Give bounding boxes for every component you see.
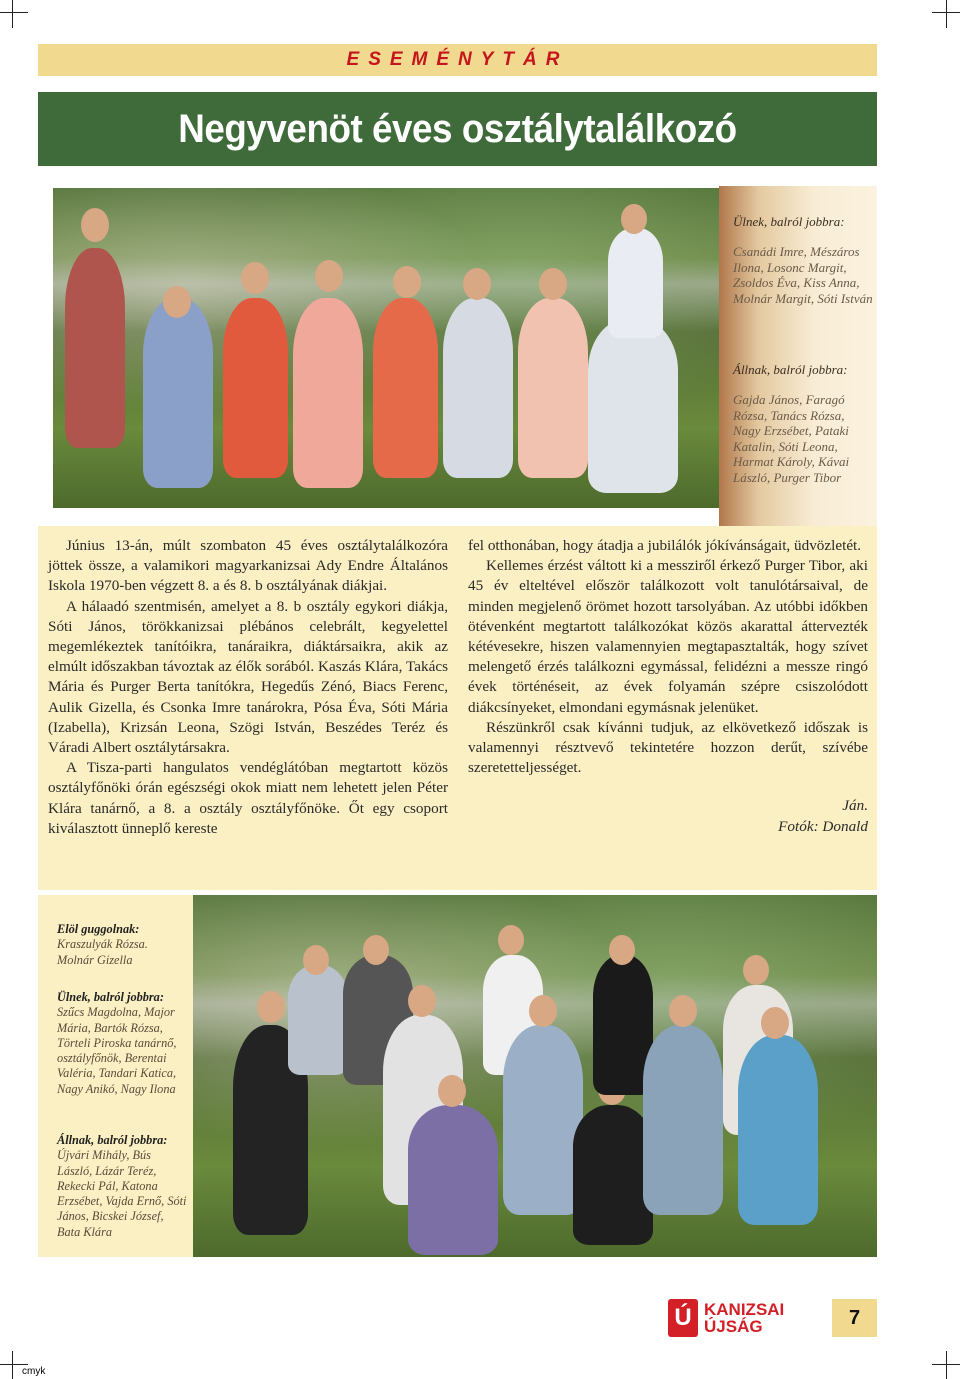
photo2-sitting-names: Szűcs Magdolna, Major Mária, Bartók Rózsa, Törteli Piroska tanárnő, osztályfőnök, Berentai Valéria, Tandari Katica, Nagy Anikó, Nagy Ilona [57,1005,177,1096]
article-column-2 [468,536,868,837]
crop-mark [12,1351,13,1379]
photo2-kneeling-heading: Elöl guggolnak: [57,922,140,936]
group-photo-1 [53,188,719,508]
newspaper-logo [668,1299,784,1337]
photo2-standing [57,1133,187,1240]
article-title: Negyvenöt éves osztálytalálkozó [178,106,737,151]
photo1-sitting-heading: Ülnek, balról jobbra: [733,214,845,229]
crop-mark [946,0,947,28]
article-paragraph: A Tisza-parti hangulatos vendéglátóban megtartott közös osztályfőnöki órán egészségi okok miatt nem lehetett jelen Péter Klára tanárnő, a 8. a osztály osztályfőnöke. Őt egy csoport kiválasztott ünneplő kereste [48,759,448,837]
crop-mark [0,1364,28,1365]
logo-line-2: ÚJSÁG [704,1317,763,1336]
article-column-1 [48,536,448,839]
logo-line-1: KANIZSAI [704,1300,785,1319]
photo2-kneeling-names: Kraszulyák Rózsa. Molnár Gizella [57,937,148,967]
article-signature: Ján. [842,797,868,815]
photo-credit: Fotók: Donald [778,817,868,835]
title-bar [38,92,877,166]
photo1-sitting-names: Csanádi Imre, Mészáros Ilona, Losonc Margit, Zsoldos Éva, Kiss Anna, Molnár Margit, Sóti István [733,244,873,306]
article-paragraph: A hálaadó szentmisén, amelyet a 8. b osztály egykori diákja, Sóti János, törökkanizsai plébános celebrált, kegyelettel megemlékeztek tanítóikra, tanáraikra, diáktársaikra, akik az elmúlt időszakban távoztak az élők sorából. Kaszás Klára, Takács Mária és Purger Berta tanítókra, Hegedűs Zénó, Biacs Ferenc, Aulik Gizella, és Csonka Imre tanárokra, Pósa Éva, Sóti Mária (Izabella), Krizsán Leona, Szögi István, Beszédes Teréz és Váradi Albert osztálytársakra. [48,597,448,757]
article-paragraph: fel otthonában, hogy átadja a jubilálók jókívánságait, üdvözletét. [468,537,862,554]
section-header-bar [38,44,877,76]
crop-mark [0,12,28,13]
crop-mark [12,0,13,28]
crop-mark [946,1351,947,1379]
page-number: 7 [832,1299,877,1337]
group-photo-2 [193,895,877,1257]
photo1-standing-heading: Állnak, balról jobbra: [733,362,848,377]
photo1-standing-names: Gajda János, Faragó Rózsa, Tanács Rózsa, Nagy Erzsébet, Pataki Katalin, Sóti Leona, Harmat Károly, Kávai László, Purger Tibor [733,392,850,485]
article-paragraph: Június 13-án, múlt szombaton 45 éves osztálytalálkozóra jöttek össze, a valamikori magyarkanizsai Ady Endre Általános Iskola 1970-ben végzett 8. a és 8. b osztályának diákjai. [48,537,448,595]
photo2-standing-heading: Állnak, balról jobbra: [57,1133,168,1147]
photo2-sitting-heading: Ülnek, balról jobbra: [57,990,164,1004]
logo-mark: Ú [668,1299,698,1337]
photo2-standing-names: Újvári Mihály, Bús László, Lázár Teréz, Rekecki Pál, Katona Erzsébet, Vajda Ernő, Sóti János, Bicskei József, Bata Klára [57,1148,187,1239]
article-paragraph: Részünkről csak kívánni tudjuk, az elkövetkező időszak is valamennyi résztvevő tekintetére hozzon derűt, szívébe szeretetteljességet. [468,718,868,777]
article-paragraph: Kellemes érzést váltott ki a messziről érkező Purger Tibor, aki 45 év elteltével először találkozott volt tanulótársaival, de minden megjelenő örömet hozott tarsolyában. Az utóbbi időkben ötévenként megtartott találkozókat közös akarattal áttervezték kétévesekre, hiszen valamennyien megtapasztalták, hogy szívet melengető érzés találkozni egymással, felidézni a messze ringó évek történéseit, az évek folyamán szépre csiszolódott diákcsínyeket, elmondani egymásnak jelenüket. [468,557,868,716]
photo2-kneeling [57,922,187,968]
photo2-sitting [57,990,187,1097]
print-mark: cmyk [22,1366,46,1377]
section-label: ESEMÉNYTÁR [346,49,569,70]
